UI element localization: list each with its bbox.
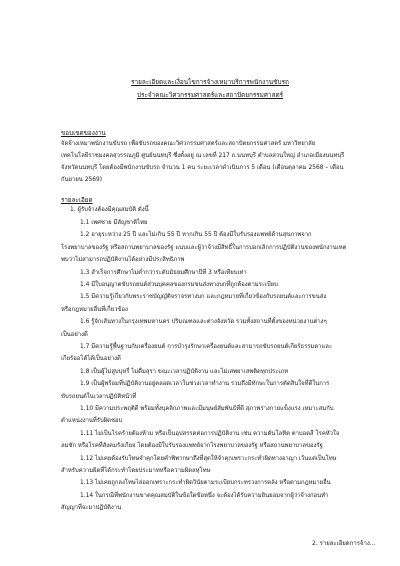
qualification-continuation: สัญญาที่จะมาปฏิบัติงาน — [61, 505, 122, 512]
qualification-item: 1.7 มีความรู้พื้นฐานกับเครื่องยนต์ การบำรุงรักษาเครื่องยนต์และสามารถขับรถยนต์เกียร์ธรรมดาและ — [80, 344, 333, 350]
scope-line: กันยายน 2569) — [61, 177, 102, 183]
qualification-item: 1.2 อายุระหว่าง 25 ปี และไม่เกิน 55 ปี หากเกิน 55 ปี ต้องมีใบรับรองแพทย์ด้านสุขภาพจาก — [80, 232, 312, 239]
details-heading: รายละเอียด — [61, 197, 93, 204]
qualification-item: 1.10 มีความประพฤติดี พร้อมทั้งบุคลิกภาพและมีมนุษย์สัมพันธ์ที่ดี สุภาพร่างกายแข็งแรง เหมาะสมกับ — [80, 406, 334, 412]
qualification-continuation: พบว่าไม่สามารถปฏิบัติงานได้อย่างมีประสิทธิภาพ — [61, 257, 185, 264]
scope-line: จัดจ้างเหมาพนักงานขับรถ เพื่อขับรถของคณะวิศวกรรมศาสตร์และสถาปัตยกรรมศาสตร์ มหาวิทยาลัย — [61, 141, 316, 147]
page-continuation-note: 2. รายละเอียดการจ้าง... — [312, 540, 376, 547]
qualification-item: 1.4 มีใบอนุญาตขับรถยนต์ส่วนบุคคลของกรมขนส่งทางบกที่ถูกต้องตามระเบียบ — [80, 282, 278, 288]
qualification-continuation: เป็นอย่างดี — [61, 331, 88, 338]
qualification-item: 1.11 ไม่เป็นโรคร้ายต้องห้าม หรือเป็นอุปสรรคต่อการปฏิบัติงาน เช่น ความดันโลหิต ตาบอดสี โรคหัวใจ — [80, 430, 340, 437]
qualification-continuation: สำหรับความผิดที่ได้กระทำโดยประมาทหรือความผิดลหุโทษ — [61, 468, 211, 474]
qualification-item: 1.1 เพศชาย มีสัญชาติไทย — [80, 220, 148, 226]
qualification-continuation: ขับรถยนต์ในเวลาปฏิบัติหน้าที่ — [61, 393, 137, 400]
qualification-continuation: เกียร์ออโต้ได้เป็นอย่างดี — [61, 356, 121, 363]
document-title-line-1: รายละเอียดและเงื่อนไขการจ้างเหมาบริการพนักงานขับรถ — [131, 78, 289, 86]
qualification-item: 1.14 ในกรณีที่พนักงานขาดคุณสมบัติในข้อใดข้อหนึ่ง จะต้องได้รับความยินยอมจากผู้ว่าจ้างก่อนทำ — [80, 492, 329, 499]
qualification-item: 1.13 ไม่เคยถูกลงโทษไล่ออกเพราะกระทำผิดวินัยตามระเบียบกระทรวงการคลัง หรือตามกฎหมายอื่น — [80, 480, 331, 487]
qualification-item: 1.3 สำเร็จการศึกษาไม่ต่ำกว่าระดับมัธยมศึกษาปีที่ 3 หรือเทียบเท่า — [80, 269, 247, 276]
qualification-item: 1.8 เป็นผู้ไม่สูบบุหรี่ ไม่ดื่มสุรา ขณะเวลาปฏิบัติงาน และไม่เสพยาเสพติดทุกประเภท — [80, 368, 289, 375]
scope-heading: ขอบเขตของงาน — [61, 130, 106, 137]
scope-line: เทคโนโลยีราชมงคลสุวรรณภูมิ ศูนย์นนทบุรี ซึ่งตั้งอยู่ ณ เลขที่ 217 ถ.นนทบุรี ตำบลสวนใหญ่ อำเภอเมืองนนทบุรี — [61, 153, 345, 159]
qualification-continuation: โรงพยาบาลของรัฐ หรือสถานพยาบาลของรัฐ แนบและผู้ว่าจ้างมีสิทธิ์ในการบอกเลิกการปฏิบัติงานของพนักงานเหต — [61, 244, 347, 251]
qualification-item: 1.5 มีความรู้เกี่ยวกับพระราชบัญญัติจราจรทางบก และกฎหมายที่เกี่ยวข้องกับรถยนต์และการขนส่ง — [80, 294, 327, 301]
qualification-item: 1.9 เป็นผู้พร้อมที่ปฏิบัติงานอยู่ตลอดเวลาในช่วงเวลาทำงาน รวมถึงมีทักษะในการตัดสินใจที่ดีในการ — [80, 381, 330, 388]
qualification-continuation: ลมชัก หรือโรคที่สังคมรังเกียจ โดยต้องมีใบรับรองแพทย์จากโรงพยาบาลของรัฐ หรือสถานพยาบาลของรัฐ — [61, 443, 323, 450]
scope-line: จังหวัดนนทบุรี โดยต้องมีพนักงานขับรถ จำนวน 1 คน ระยะเวลาดำเนินการ 5 เดือน (เดือนตุลาคม 2568 – เดือน — [61, 165, 344, 171]
qualification-continuation: หรือกฎหมายอื่นที่เกี่ยวข้อง — [61, 306, 128, 313]
qualification-item: 1.6 รู้จักเส้นทางในกรุงเทพมหานคร ปริมณฑลและต่างจังหวัด รวมทั้งสถานที่ตั้งของหน่วยงานต่างๆ — [80, 319, 327, 326]
qualifications-subheading: 1. ผู้รับจ้างต้องมีคุณสมบัติ ดังนี้ — [70, 207, 149, 213]
qualification-continuation: ตำแหน่งงานที่รับผิดชอบ — [61, 418, 123, 425]
qualification-item: 1.12 ไม่เคยต้องรับโทษจำคุกโดยคำพิพากษาถึงที่สุดให้จำคุกเพราะกระทำผิดทางอาญา เว้นแต่เป็นโทษ — [80, 455, 337, 462]
document-title-line-2: ประจำคณะวิศวกรรมศาสตร์และสถาปัตยกรรมศาสตร์ — [136, 91, 284, 99]
